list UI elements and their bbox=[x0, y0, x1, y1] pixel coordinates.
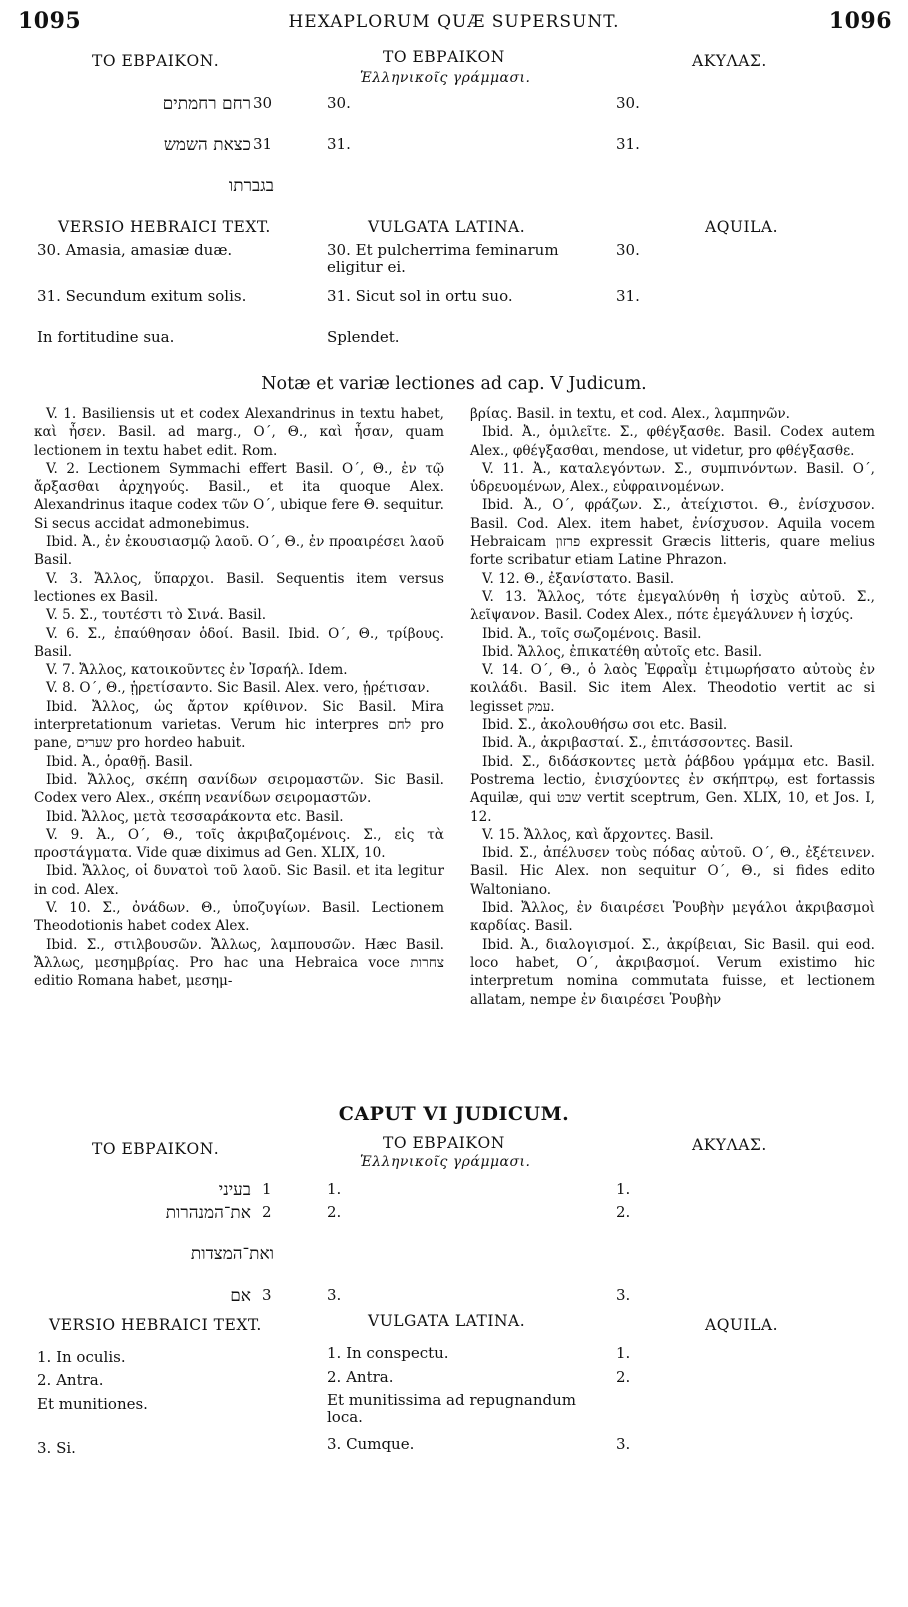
greek-verse: 1. bbox=[327, 1180, 342, 1198]
hebrew-line: את־המנהרות bbox=[165, 1203, 251, 1223]
greek-verse: 30. bbox=[327, 94, 351, 112]
note-paragraph: Ibid. Ἄλλος, μετὰ τεσσαράκοντα etc. Basil. bbox=[46, 808, 344, 825]
note-paragraph: Ibid. Ἀ., ὁμιλεῖτε. Σ., φθέγξασθε. Basil. Codex autem Alex., φθέγξασθαι, mendose, ut videtur, pro φθέγξασθε. bbox=[470, 424, 875, 459]
col-header-hebrew: ΤΟ ΕΒΡΑΙΚΟΝ. bbox=[92, 1140, 220, 1158]
versio-line: 31. Secundum exitum solis. bbox=[37, 287, 247, 305]
verse-number: 30 bbox=[253, 94, 273, 112]
col-header-hebrew-greek: ΤΟ ΕΒΡΑΙΚΟΝ bbox=[383, 1134, 505, 1152]
note-paragraph: V. 5. Σ., τουτέστι τὸ Σινά. Basil. bbox=[46, 607, 267, 624]
note-paragraph: Ibid. Σ., ἀκολουθήσω σοι etc. Basil. bbox=[482, 717, 728, 734]
verse-number: 31 bbox=[253, 135, 273, 153]
col-header-hebrew-greek: ΤΟ ΕΒΡΑΙΚΟΝ bbox=[383, 48, 505, 66]
greek-verse: 3. bbox=[327, 1286, 342, 1304]
col-header-hebrew: ΤΟ ΕΒΡΑΙΚΟΝ. bbox=[92, 52, 220, 70]
col-subheader: Ἑλληνικοῖς γράμμασι. bbox=[360, 70, 531, 86]
note-paragraph: V. 14. Ο΄, Θ., ὁ λαὸς Ἐφραῒμ ἐτιμωρήσατο αὐτοὺς ἐν κοιλάδι. Basil. Sic item Alex. Theodotio vertit ac si legisset עמק. bbox=[470, 662, 875, 715]
note-paragraph: V. 8. Ο΄, Θ., ᾑρετίσαντο. Sic Basil. Alex. vero, ᾑρέτισαν. bbox=[46, 680, 430, 697]
note-paragraph: V. 7. Ἄλλος, κατοικοῦντες ἐν Ἰσραήλ. Idem. bbox=[46, 662, 348, 679]
note-paragraph: Ibid. Ἄλλος, σκέπη σανίδων σειρομαστῶν. Sic Basil. Codex vero Alex., σκέπη νεανίδων σειρομαστῶν. bbox=[34, 771, 444, 807]
page-number-right: 1096 bbox=[828, 8, 892, 34]
greek-verse: 31. bbox=[327, 135, 351, 153]
vulgata-line: 2. Antra. bbox=[327, 1368, 394, 1386]
note-paragraph: Ibid. Σ., διδάσκοντες μετὰ ῥάβδου γράμμα etc. Basil. Postrema lectio, ἐνισχύοντες ἐν σκήπτρῳ, est fortassis Aquilæ, qui שבט vertit sceptrum, Gen. XLIX, 10, et Jos. I, 12. bbox=[470, 753, 875, 825]
note-paragraph: V. 10. Σ., ὀνάδων. Θ., ὑποζυγίων. Basil. Lectionem Theodotionis habet codex Alex. bbox=[34, 900, 444, 935]
col-header-vulgata: VULGATA LATINA. bbox=[368, 1312, 526, 1330]
hebrew-line: ואת־המצדות bbox=[190, 1244, 274, 1264]
versio-line: In fortitudine sua. bbox=[37, 328, 175, 346]
col-header-aquila-lat: AQUILA. bbox=[705, 1316, 779, 1334]
note-paragraph: Ibid. Ἄλλος, ἐπικατέθη αὐτοῖς etc. Basil. bbox=[482, 643, 763, 660]
running-title: HEXAPLORUM QUÆ SUPERSUNT. bbox=[288, 12, 620, 32]
note-paragraph: Ibid. Ἄλλος, ὡς ἄρτον κρίθινον. Sic Basil. Mira interpretationum varietas. Verum hic interpres לחם pro pane, שערים pro hordeo habuit. bbox=[34, 698, 444, 752]
hebrew-line: אם bbox=[230, 1286, 251, 1306]
col-header-versio: VERSIO HEBRAICI TEXT. bbox=[58, 218, 271, 236]
note-paragraph: βρίας. Basil. in textu, et cod. Alex., λαμπηνῶν. bbox=[470, 406, 790, 422]
page-number-left: 1095 bbox=[18, 8, 82, 34]
vulgata-line: Et munitissima ad repugnandum loca. bbox=[327, 1391, 577, 1426]
note-paragraph: Ibid. Ἀ., Ο΄, φράζων. Σ., ἀτείχιστοι. Θ., ἐνίσχυσον. Basil. Cod. Alex. item habet, ἐνίσχυσον. Aquila vocem Hebraicam פרזון expressit Græcis litteris, quare melius forte scribatur etiam Latine Phrazon. bbox=[470, 497, 875, 569]
note-paragraph: Ibid. Ἀ., ἀκριβασταί. Σ., ἐπιτάσσοντες. Basil. bbox=[482, 735, 794, 752]
col-header-aquila-lat: AQUILA. bbox=[705, 218, 779, 236]
note-paragraph: Ibid. Ἄλλος, ἐν διαιρέσει Ῥουβὴν μεγάλοι ἀκριβασμοὶ καρδίας. Basil. bbox=[470, 900, 875, 935]
note-paragraph: V. 9. Ἀ., Ο΄, Θ., τοῖς ἀκριβαζομένοις. Σ., εἰς τὰ προστάγματα. Vide quæ diximus ad Gen. XLIX, 10. bbox=[34, 826, 444, 862]
col-header-versio: VERSIO HEBRAICI TEXT. bbox=[49, 1316, 262, 1334]
verse-number: 2 bbox=[262, 1203, 272, 1221]
versio-line: 1. In oculis. bbox=[37, 1348, 126, 1366]
versio-line: 2. Antra. bbox=[37, 1371, 104, 1389]
verse-number: 1 bbox=[262, 1180, 272, 1198]
vulgata-line: 3. Cumque. bbox=[327, 1435, 415, 1453]
hebrew-line: בגברתו bbox=[228, 176, 274, 196]
aquila-line: 2. bbox=[616, 1368, 631, 1386]
aquila-verse: 2. bbox=[616, 1203, 631, 1221]
versio-line: Et munitiones. bbox=[37, 1395, 148, 1413]
note-paragraph: Ibid. Σ., στιλβουσῶν. Ἄλλως, λαμπουσῶν. Hæc Basil. Ἄλλως, μεσημβρίας. Pro hac una Hebraica voce צחרות editio Romana habet, μεσημ- bbox=[34, 936, 444, 990]
verse-number: 3 bbox=[262, 1286, 272, 1304]
hebrew-line: רחם רחמתים bbox=[162, 94, 251, 114]
aquila-verse: 1. bbox=[616, 1180, 631, 1198]
aquila-verse: 3. bbox=[616, 1286, 631, 1304]
note-paragraph: V. 6. Σ., ἐπαύθησαν ὁδοί. Basil. Ibid. Ο΄, Θ., τρίβους. Basil. bbox=[34, 625, 444, 660]
note-paragraph: Ibid. Ἀ., ὁραθῇ. Basil. bbox=[46, 753, 193, 770]
aquila-line: 31. bbox=[616, 287, 640, 305]
versio-line: 3. Si. bbox=[37, 1439, 76, 1457]
note-paragraph: V. 1. Basiliensis ut et codex Alexandrinus in textu habet, καὶ ἦσεν. Basil. ad marg., Ο΄, Θ., καὶ ἦσαν, quam lectionem in textu habet edit. Rom. bbox=[34, 406, 444, 459]
note-paragraph: V. 12. Θ., ἐξανίστατο. Basil. bbox=[482, 570, 675, 587]
note-paragraph: Ibid. Ἀ., τοῖς σωζομένοις. Basil. bbox=[482, 625, 702, 642]
versio-line: 30. Amasia, amasiæ duæ. bbox=[37, 241, 233, 259]
notes-column-right bbox=[470, 405, 875, 1009]
greek-verse: 2. bbox=[327, 1203, 342, 1221]
aquila-verse: 30. bbox=[616, 94, 640, 112]
note-paragraph: V. 15. Ἄλλος, καὶ ἄρχοντες. Basil. bbox=[482, 826, 714, 843]
vulgata-line: Splendet. bbox=[327, 328, 400, 346]
chapter-title: CAPUT VI JUDICUM. bbox=[338, 1103, 570, 1125]
hebrew-line: כצאת השמש bbox=[163, 135, 251, 155]
hebrew-line: בעיני bbox=[218, 1180, 251, 1200]
aquila-verse: 31. bbox=[616, 135, 640, 153]
note-paragraph: Ibid. Ἀ., διαλογισμοί. Σ., ἀκρίβειαι, Sic Basil. qui eod. loco habet, Ο΄, ἀκριβασμοί. Verum existimo hic interpretum nomina commutata fuisse, et lectionem allatam, nempe ἐν διαιρέσει Ῥουβὴν bbox=[470, 936, 875, 1008]
col-header-vulgata: VULGATA LATINA. bbox=[368, 218, 526, 236]
vulgata-line: 31. Sicut sol in ortu suo. bbox=[327, 287, 513, 305]
col-header-aquila: ΑΚΥΛΑΣ. bbox=[692, 52, 767, 70]
note-paragraph: V. 3. Ἄλλος, ὕπαρχοι. Basil. Sequentis item versus lectiones ex Basil. bbox=[34, 570, 444, 605]
vulgata-line: 30. Et pulcherrima feminarum eligitur ei. bbox=[327, 241, 559, 276]
note-paragraph: V. 2. Lectionem Symmachi effert Basil. Ο΄, Θ., ἐν τῷ ἄρξασθαι ἀρχηγούς. Basil., et ita quoque Alex. Alexandrinus itaque codex τῶν Ο΄, ubique fere Θ. sequitur. Si secus accidat admonebimus. bbox=[34, 460, 444, 532]
note-paragraph: Ibid. Ἄλλος, οἱ δυνατοὶ τοῦ λαοῦ. Sic Basil. et ita legitur in cod. Alex. bbox=[34, 863, 444, 898]
notes-column-left bbox=[34, 405, 444, 991]
notes-title: Notæ et variæ lectiones ad cap. V Judicum. bbox=[261, 374, 647, 394]
vulgata-line: 1. In conspectu. bbox=[327, 1344, 449, 1362]
col-header-aquila: ΑΚΥΛΑΣ. bbox=[692, 1136, 767, 1154]
note-paragraph: Ibid. Σ., ἀπέλυσεν τοὺς πόδας αὐτοῦ. Ο΄, Θ., ἐξέτεινεν. Basil. Hic Alex. non sequitur Ο΄, Θ., si fides edito Waltoniano. bbox=[470, 845, 875, 898]
col-subheader: Ἑλληνικοῖς γράμμασι. bbox=[360, 1154, 531, 1170]
aquila-line: 1. bbox=[616, 1344, 631, 1362]
note-paragraph: V. 13. Ἄλλος, τότε ἐμεγαλύνθη ἡ ἰσχὺς αὐτοῦ. Σ., λεῖψανον. Basil. Codex Alex., πότε ἐμεγάλυνεν ἡ ἰσχύς. bbox=[470, 588, 875, 624]
note-paragraph: V. 11. Ἀ., καταλεγόντων. Σ., συμπινόντων. Basil. Ο΄, ὑδρευομένων, Alex., εὐφραινομένων. bbox=[470, 460, 875, 496]
note-paragraph: Ibid. Ἀ., ἐν ἐκουσιασμῷ λαοῦ. Ο΄, Θ., ἐν προαιρέσει λαοῦ Basil. bbox=[34, 534, 444, 569]
aquila-line: 3. bbox=[616, 1435, 631, 1453]
aquila-line: 30. bbox=[616, 241, 640, 259]
